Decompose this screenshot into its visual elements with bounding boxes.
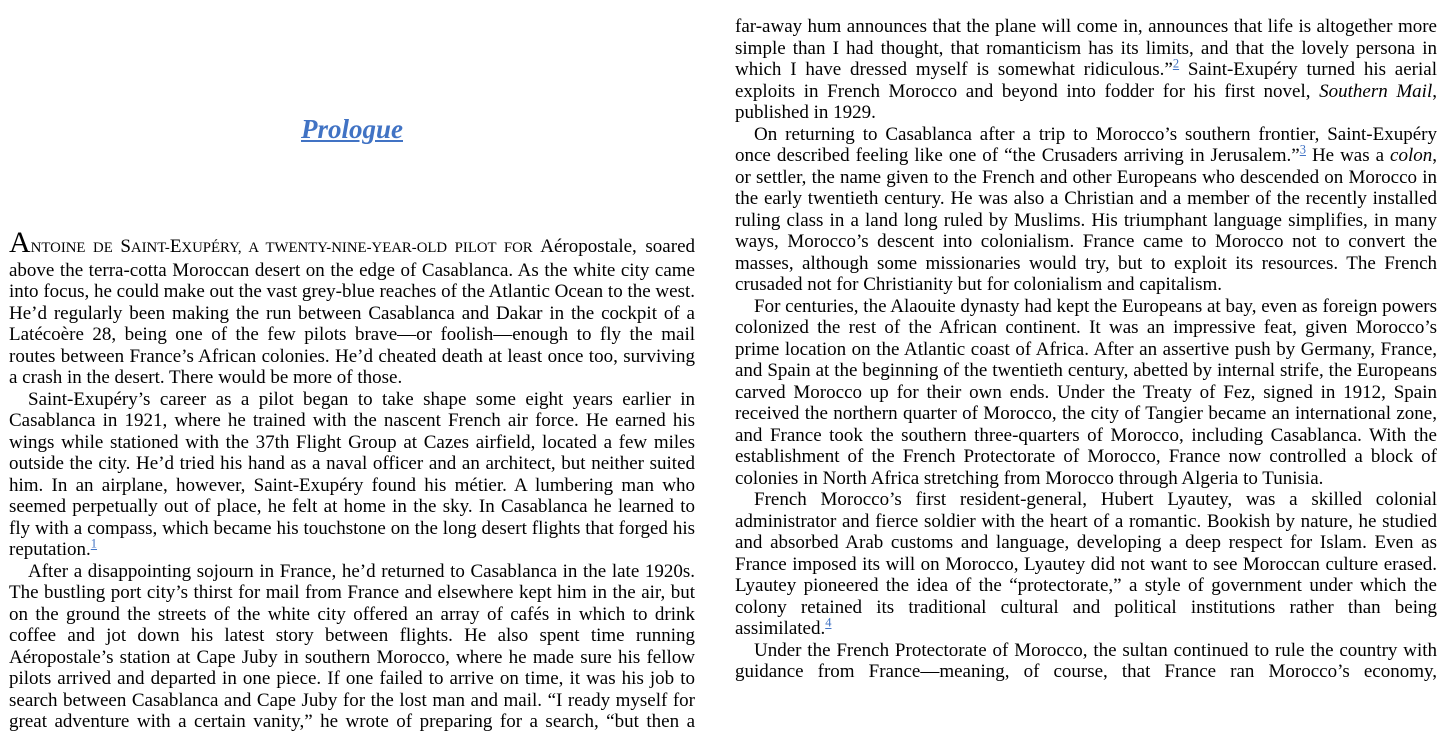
text-run: S <box>120 236 131 257</box>
chapter-heading <box>9 0 695 232</box>
text-run: French Morocco’s first resident-general, Hubert Lyautey, was a skilled colonial administrator and fierce soldier with the heart of a romantic. Bookish by nature, he studied and absorbed Arab customs and language, developing a deep respect for Islam. Even as France imposed its will on Morocco, Lyautey did not want to see Moroccan culture erased. Lyautey pioneered the idea of the “protectorate,” a style of government under which the colony retained its traditional cultural and political institutions rather than being assimilated. <box>735 489 1437 639</box>
paragraph <box>9 226 695 389</box>
text-run: For centuries, the Alaouite dynasty had kept the Europeans at bay, even as foreign powers colonized the rest of the African continent. It was an impressive feat, given Morocco’s prime location on the Atlantic coast of Africa. After an assertive push by Germany, France, and Spain at the beginning of the twentieth century, abetted by internal strife, the Europeans carved Morocco up for their own ends. Under the Treaty of Fez, signed in 1912, Spain received the northern quarter of Morocco, the city of Tangier became an international zone, and France took the southern three-quarters of Morocco, including Casablanca. With the establishment of the French Protectorate of Morocco, France now controlled a block of colonies in North Africa stretching from Morocco through Algeria to Tunisia. <box>735 295 1437 489</box>
text-run: Under the French Protectorate of Morocco, the sultan continued to rule the country with guidance from France—meaning, of course, that France ran Morocco’s economy, <box>735 639 1437 682</box>
text-run: far-away hum announces that the plane will come in, announces that life is altogether more simple than I had thought, that romanticism has its limits, and that the lovely persona in which I have dressed myself is somewhat ridiculous.” <box>735 16 1437 80</box>
text-run: On returning to Casablanca after a trip to Morocco’s southern frontier, Saint-Exupéry once described feeling like one of “the Crusaders arriving in Jerusalem.” <box>735 123 1437 166</box>
text-run: E <box>169 236 182 257</box>
text-run: , or settler, the name given to the French and other Europeans who descended on Morocco in the early twentieth century. He was also a Christian and a member of the recently installed ruling class in a land long ruled by Muslims. His triumphant language simplifies, in many ways, Morocco’s descent into colonialism. France came to Morocco not to convert the masses, although some missionaries would try, but to exploit its resources. The French crusaded not for Christianity but for colonialism and capitalism. <box>735 145 1438 295</box>
footnote-link-2[interactable]: 2 <box>1172 56 1180 71</box>
right-page <box>735 0 1437 733</box>
text-run: Aéropostale, soared above the terra-cotta Moroccan desert on the edge of Casablanca. As the white city came into focus, he could make out the vast grey-blue reaches of the Atlantic Ocean to the west. He’d regularly been making the run between Casablanca and Dakar in the cockpit of a Latécoère 28, being one of the few pilots brave—or foolish—enough to fly the mail routes between France’s African colonies. He’d cheated death at least once too, surviving a crash in the desert. There would be more of those. <box>9 236 695 388</box>
small-caps-text: AINT- <box>130 240 170 256</box>
italic-text: colon <box>1390 145 1433 166</box>
text-run: He was a <box>1305 145 1391 166</box>
text-run: Saint-Exupéry turned his aerial exploits in French Morocco and beyond into fodder for his first novel, <box>735 59 1437 102</box>
paragraph <box>735 296 1437 490</box>
small-caps-text: NTOINE DE <box>30 240 121 256</box>
footnote-link-3[interactable]: 3 <box>1299 142 1306 157</box>
paragraph <box>735 640 1437 683</box>
right-page-text <box>735 16 1437 683</box>
text-run: Saint-Exupéry’s career as a pilot began to take shape some eight years earlier in Casablanca in 1921, where he trained with the nascent French air force. He earned his wings while stationed with the 37th Flight Group at Cazes airfield, located a few miles outside the city. He’d tried his hand as a naval officer and an architect, but neither suited him. In an airplane, however, Saint-Exupéry found his métier. A lumbering man who seemed perpetually out of place, he felt at home in the sky. In Casablanca he learned to fly with a compass, which became his touchstone on the long desert flights that forged his reputation. <box>9 388 695 560</box>
text-run: After a disappointing sojourn in France, he’d returned to Casablanca in the late 1920s. The bustling port city’s thirst for mail from France and elsewhere kept him in the air, but on the ground the streets of the white city offered an array of cafés in which to drink coffee and jot down his latest story between flights. He also spent time running Aéropostale’s station at Cape Juby in southern Morocco, where he made sure his fellow pilots arrived and departed in one piece. If one failed to arrive on time, it was his job to search between Casablanca and Cape Juby for the lost man and mail. “I ready myself for great adventure with a certain vanity,” he wrote of preparing for a search, “but then a <box>9 560 695 732</box>
left-page <box>9 0 695 733</box>
italic-text: Southern Mail <box>1319 80 1433 102</box>
footnote-link-4[interactable]: 4 <box>825 615 832 630</box>
prologue-heading-link[interactable]: Prologue <box>300 114 403 144</box>
left-page-text <box>9 226 695 733</box>
paragraph <box>735 16 1437 124</box>
initial-capital: A <box>9 226 31 259</box>
footnote-link-1[interactable]: 1 <box>90 536 98 551</box>
paragraph <box>9 389 695 561</box>
text-run: , published in 1929. <box>735 80 1437 123</box>
paragraph <box>735 489 1437 640</box>
small-caps-text: XUPÉRY, A TWENTY-NINE-YEAR-OLD PILOT FOR <box>181 240 541 256</box>
paragraph <box>735 124 1437 296</box>
paragraph <box>9 561 695 733</box>
